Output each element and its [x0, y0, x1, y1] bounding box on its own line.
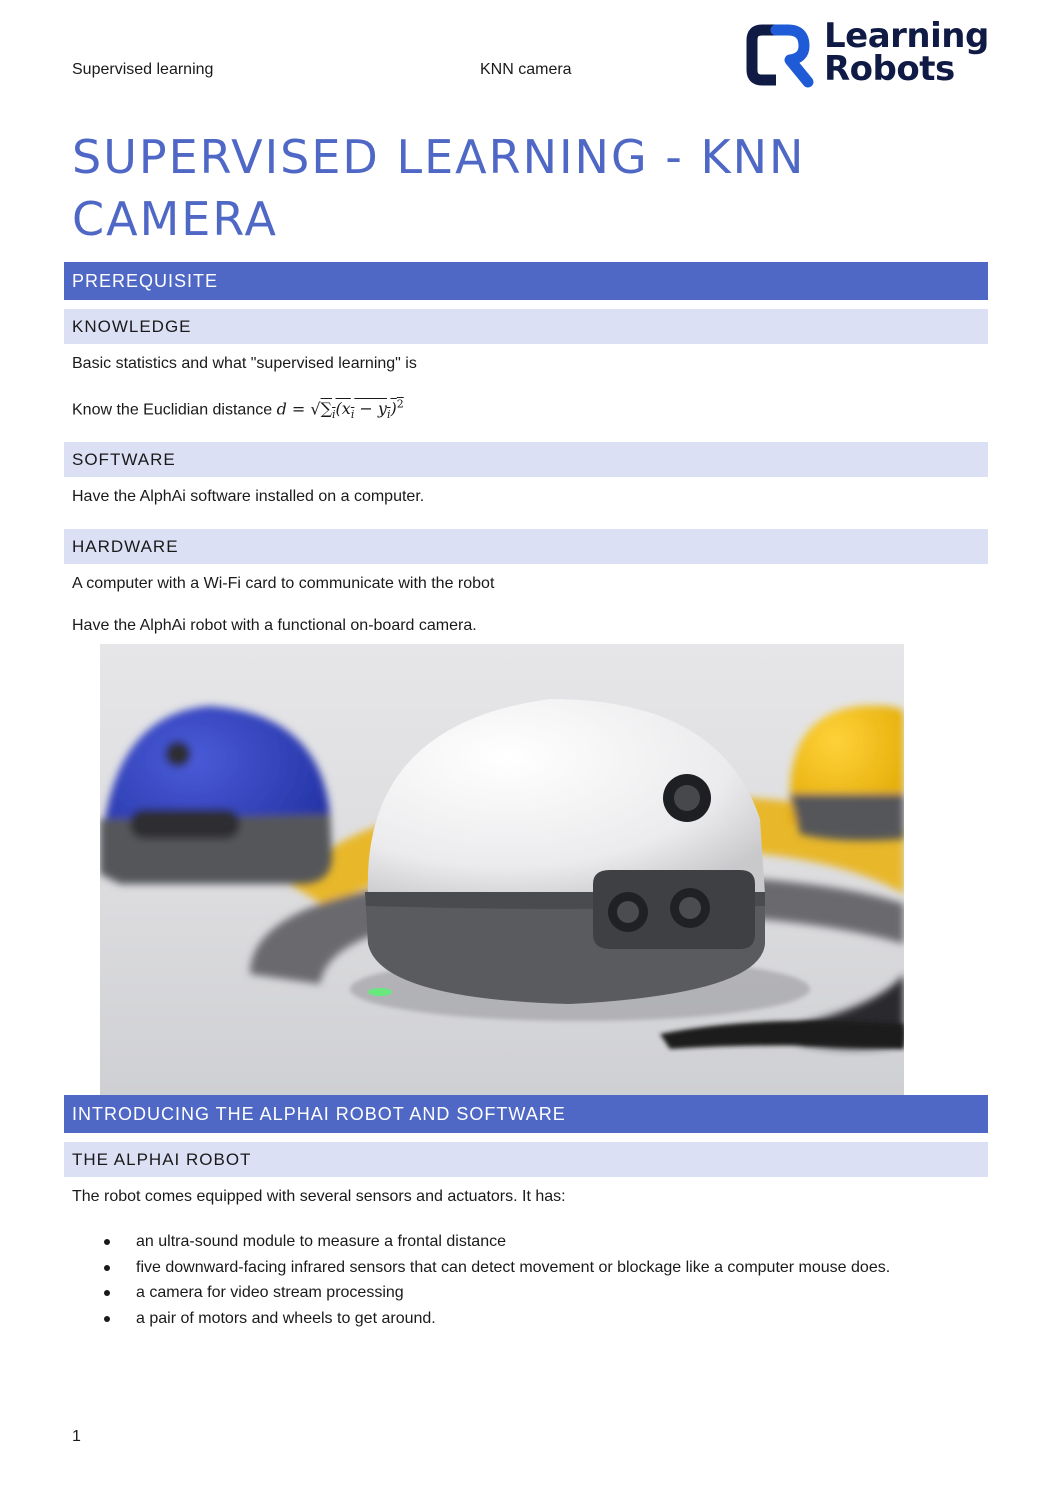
subsection-heading-alphai-robot: THE ALPHAI ROBOT [64, 1142, 988, 1177]
logo-mark-icon [746, 22, 818, 88]
page-number: 1 [72, 1428, 81, 1445]
list-item: a camera for video stream processing [104, 1280, 890, 1306]
logo-text-line1: Learning [824, 16, 989, 56]
header-section-title: Supervised learning [72, 61, 214, 78]
knowledge-line-2-text: Know the Euclidian distance [72, 401, 273, 419]
learning-robots-logo [746, 16, 989, 90]
hardware-line-1: A computer with a Wi-Fi card to communicate with the robot [72, 575, 495, 592]
list-item: an ultra-sound module to measure a frontal distance [104, 1229, 890, 1255]
euclidean-distance-formula: $d = √\sum_i(x_i - y_i)^2$ [276, 398, 404, 422]
software-line-1: Have the AlphAi software installed on a computer. [72, 488, 425, 505]
subsection-heading-knowledge: KNOWLEDGE [64, 309, 988, 344]
list-item: five downward-facing infrared sensors that can detect movement or blockage like a computer mouse does. [104, 1255, 890, 1281]
subsection-heading-software: SOFTWARE [64, 442, 988, 477]
page-title: SUPERVISED LEARNING - KNN CAMERA [72, 130, 806, 246]
section-heading-prerequisite: PREREQUISITE [64, 262, 988, 300]
knowledge-line-1: Basic statistics and what "supervised learning" is [72, 355, 417, 372]
hardware-line-2: Have the AlphAi robot with a functional on-board camera. [72, 617, 477, 634]
robot-intro-line: The robot comes equipped with several sensors and actuators. It has: [72, 1188, 566, 1205]
section-heading-introducing: INTRODUCING THE ALPHAI ROBOT AND SOFTWARE [64, 1095, 988, 1133]
header-doc-title: KNN camera [480, 61, 572, 78]
logo-text-line2: Robots [824, 49, 955, 89]
list-item: a pair of motors and wheels to get around. [104, 1306, 890, 1332]
subsection-heading-hardware: HARDWARE [64, 529, 988, 564]
knowledge-line-2 [72, 398, 404, 422]
alphai-robot-photo [100, 644, 904, 1095]
robot-features-list [104, 1229, 890, 1331]
